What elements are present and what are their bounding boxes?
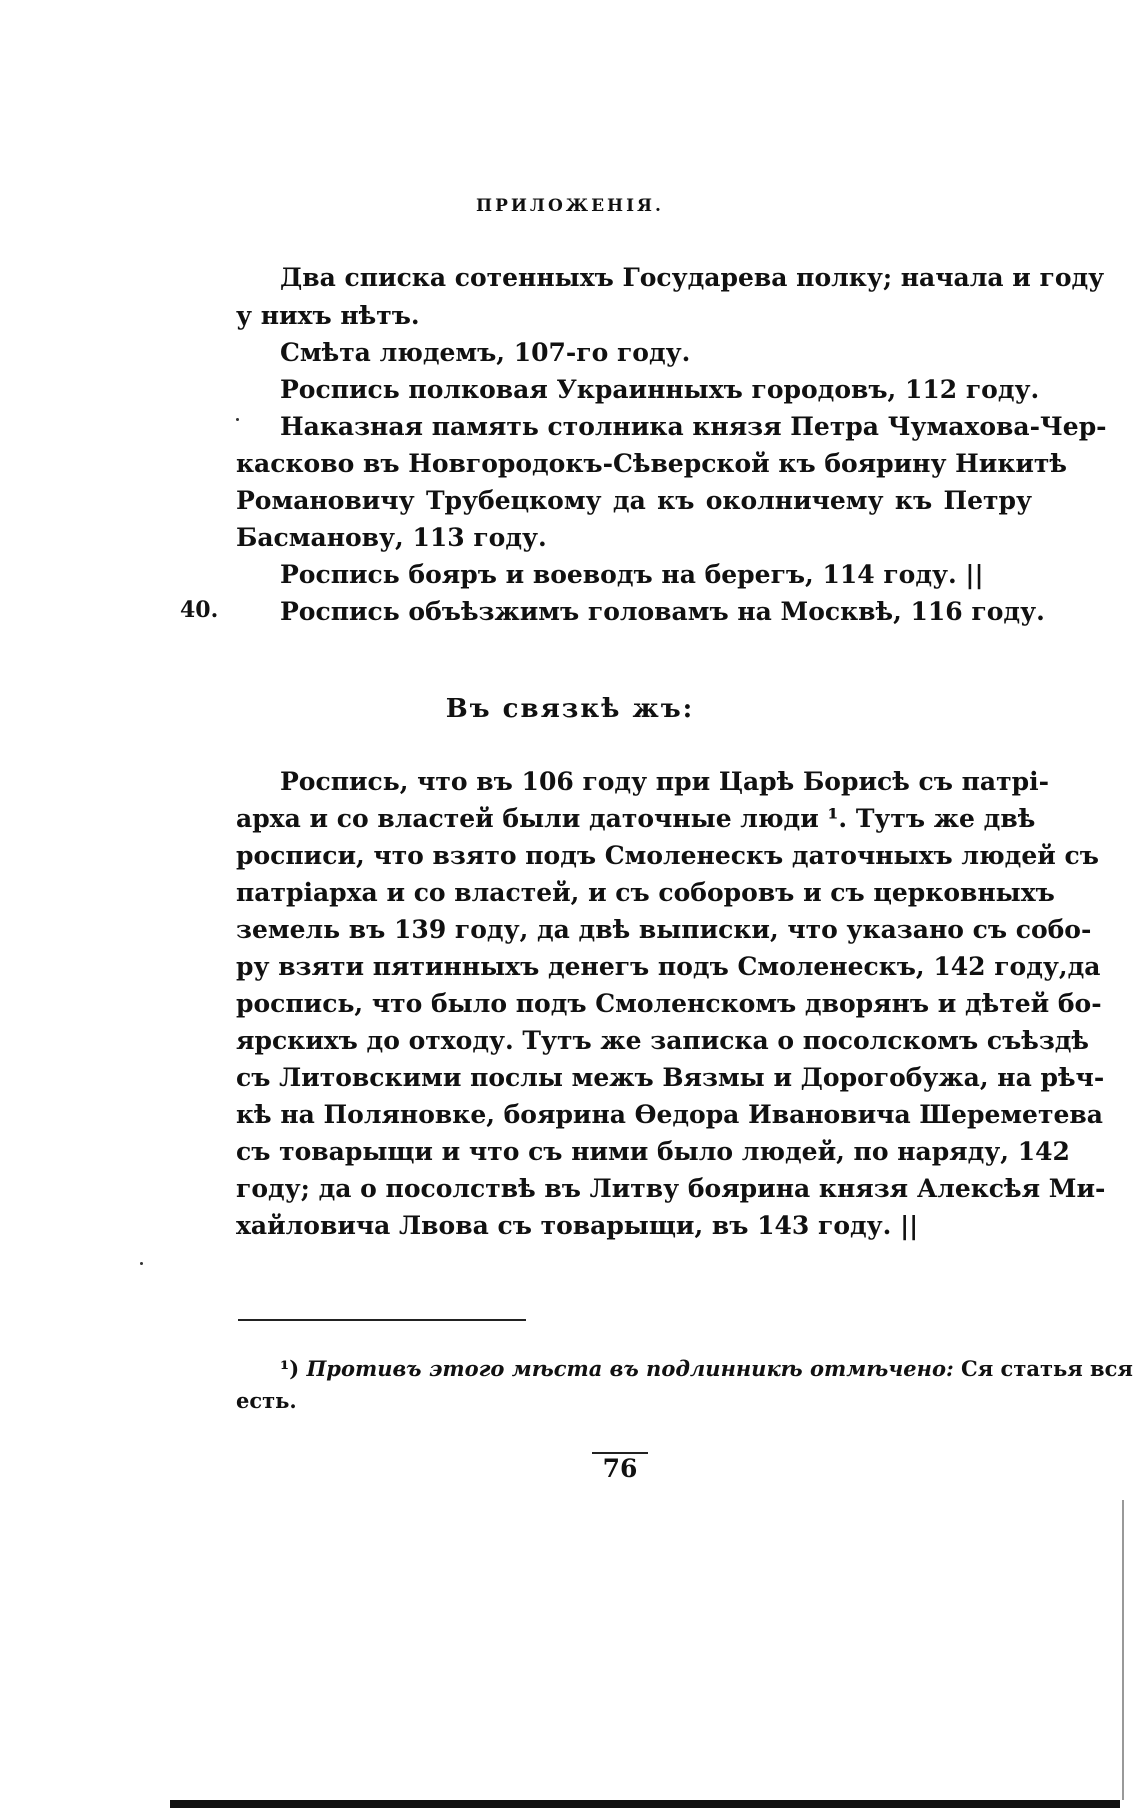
list-line: Роспись объѣзжимъ головамъ на Москвѣ, 116 году. [280, 597, 1045, 626]
section-title: Въ связкѣ жъ: [445, 694, 695, 724]
list-line: Романовичу Трубецкому да къ околничему къ Петру [236, 486, 1032, 515]
paragraph-line: арха и со властей были даточные люди ¹. Тутъ же двѣ [236, 804, 1036, 833]
footnote-line [280, 1356, 1133, 1381]
footnote-line2: есть. [236, 1388, 297, 1413]
paragraph-line: Роспись, что въ 106 году при Царѣ Борисѣ съ патрі- [280, 767, 1049, 796]
paragraph-line: росписи, что взято подъ Смоленескъ даточныхъ людей съ [236, 841, 1099, 870]
list-line: касково въ Новгородокъ-Сѣверской къ боярину Никитѣ [236, 449, 1068, 478]
page-number: 76 [602, 1454, 638, 1483]
list-line: Басманову, 113 году. [236, 523, 547, 552]
margin-number: 40. [180, 597, 219, 623]
section-header: ПРИЛОЖЕНІЯ. [476, 196, 664, 216]
list-line: Наказная память столника князя Петра Чумахова-Чер- [280, 412, 1107, 441]
footnote-mark: ¹) [280, 1356, 300, 1381]
paragraph-line: роспись, что было подъ Смоленскомъ дворянъ и дѣтей бо- [236, 989, 1102, 1018]
footnote-rule [238, 1319, 526, 1321]
paragraph-line: году; да о посолствѣ въ Литву боярина князя Алексѣя Ми- [236, 1174, 1106, 1203]
list-line: Роспись бояръ и воеводъ на берегъ, 114 году. || [280, 560, 984, 589]
paragraph-line: ру взяти пятинныхъ денегъ подъ Смоленескъ, 142 году,да [236, 952, 1101, 981]
speck [140, 1262, 143, 1265]
paragraph-line: съ Литовскими послы межъ Вязмы и Дорогобужа, на рѣч- [236, 1063, 1105, 1092]
paragraph-line: кѣ на Поляновке, боярина Ѳедора Ивановича Шереметева [236, 1100, 1103, 1129]
list-line: у нихъ нѣтъ. [236, 301, 420, 330]
paragraph-line: хайловича Лвова съ товарыщи, въ 143 году. || [236, 1211, 919, 1240]
paragraph-line: ярскихъ до отходу. Тутъ же записка о посолскомъ съѣздѣ [236, 1026, 1090, 1055]
scan-border [170, 1800, 1120, 1808]
paragraph-line: съ товарыщи и что съ ними было людей, по наряду, 142 [236, 1137, 1070, 1166]
paragraph-line: патріарха и со властей, и съ соборовъ и съ церковныхъ [236, 878, 1055, 907]
paragraph-line: земель въ 139 году, да двѣ выписки, что указано съ собо- [236, 915, 1092, 944]
footnote-italic: Противъ этого мѣста въ подлинникѣ отмѣчено: [306, 1356, 954, 1381]
scan-edge [1122, 1500, 1124, 1800]
footnote-text: Ся статья вся [961, 1356, 1133, 1381]
list-line: Смѣта людемъ, 107-го году. [280, 338, 691, 367]
speck [236, 418, 239, 421]
list-line: Два списка сотенныхъ Государева полку; начала и году [280, 263, 1105, 292]
list-line: Роспись полковая Украинныхъ городовъ, 112 году. [280, 375, 1040, 404]
